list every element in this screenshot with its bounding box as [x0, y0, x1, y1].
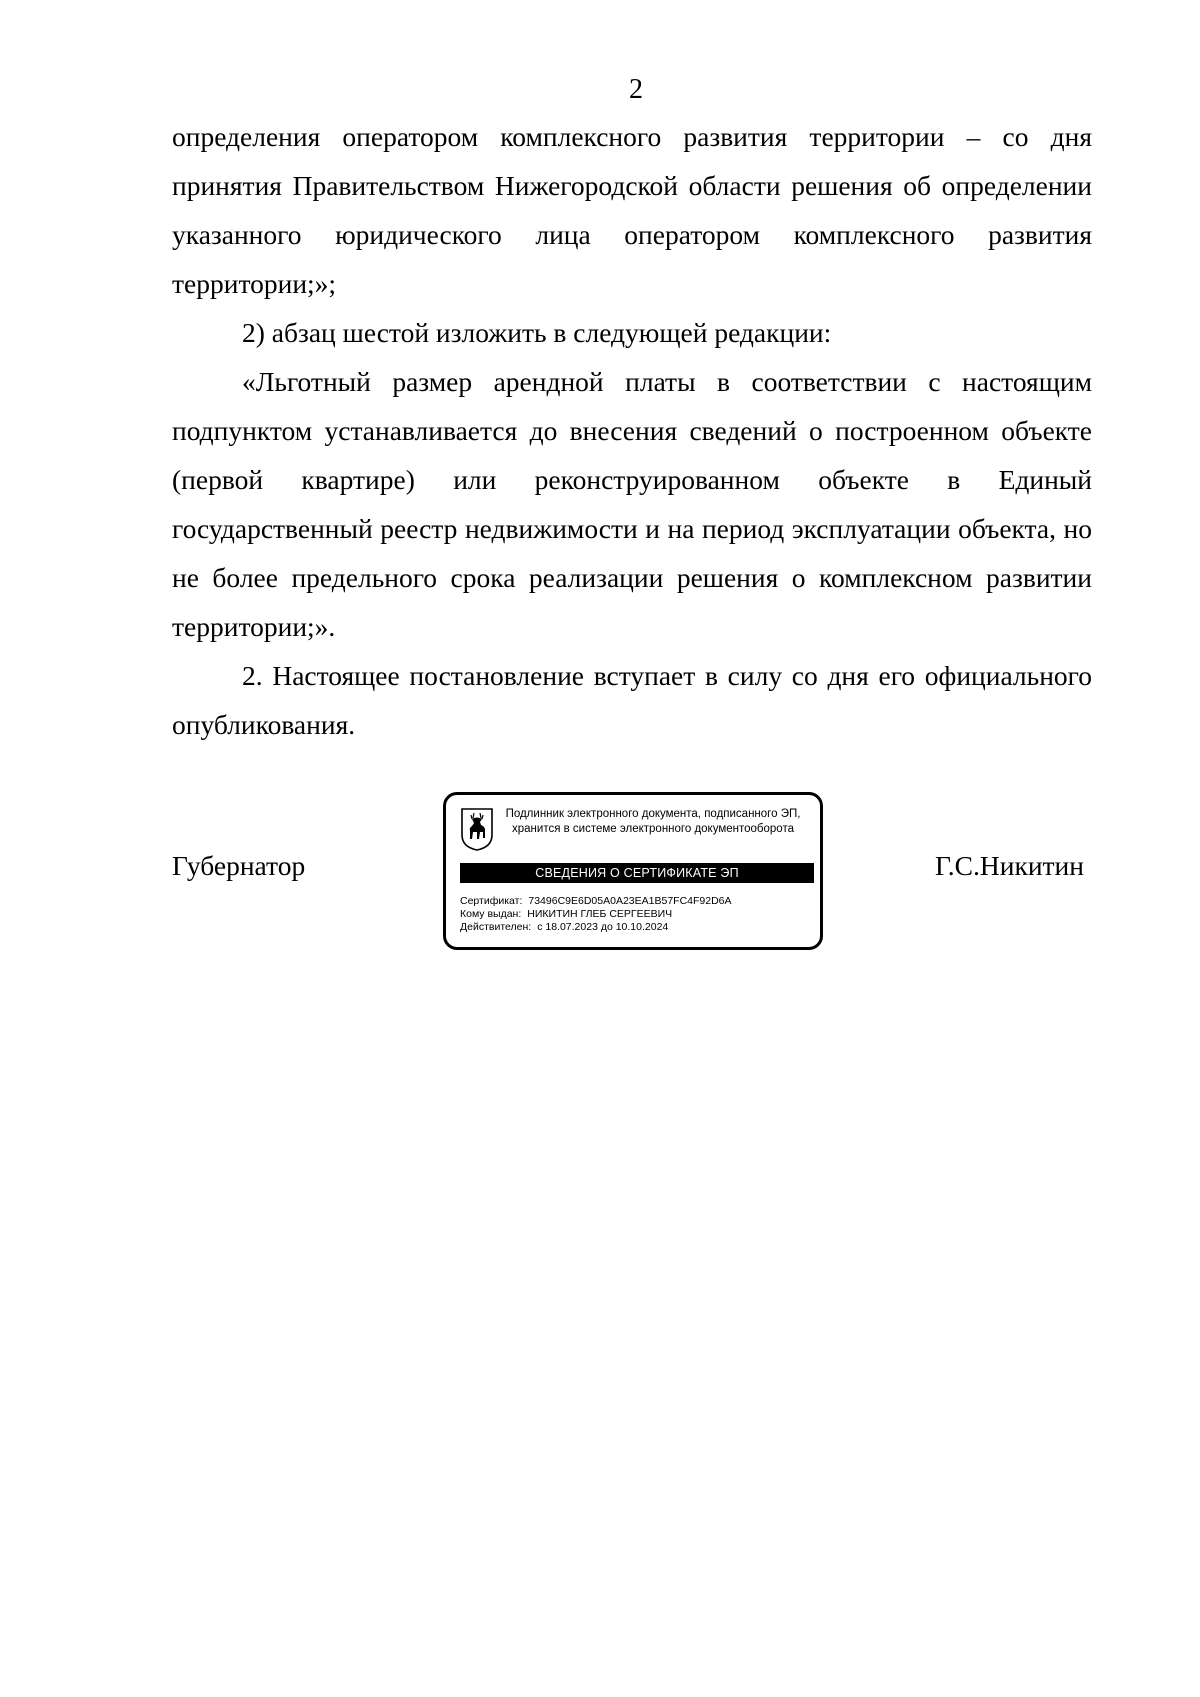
- issued-to-row: [460, 908, 814, 921]
- signature-block: [172, 792, 1092, 962]
- electronic-signature-stamp: [443, 792, 823, 950]
- certificate-row: [460, 895, 814, 908]
- certificate-value: 73496C9E6D05A0A23EA1B57FC4F92D6A: [528, 895, 732, 907]
- deer-emblem-icon: [460, 807, 494, 851]
- paragraph-amendment-item: 2) абзац шестой изложить в следующей редакции:: [242, 317, 832, 348]
- certificate-label: Сертификат:: [460, 895, 523, 907]
- paragraph-effective-date: 2. Настоящее постановление вступает в силу со дня его официального опубликования.: [172, 660, 1092, 740]
- paragraph-quoted-text: «Льготный размер арендной платы в соответствии с настоящим подпунктом устанавливается до внесения сведений о построенном объекте (первой квартире) или реконструированном объекте в Единый государственный реестр недвижимости и на период эксплуатации объекта, но не более предельного срока реализации решения о комплексном развитии территории;».: [172, 366, 1092, 642]
- stamp-header-line: хранится в системе электронного документооборота: [512, 823, 794, 835]
- issued-to-value: НИКИТИН ГЛЕБ СЕРГЕЕВИЧ: [527, 908, 673, 920]
- issued-to-label: Кому выдан:: [460, 908, 522, 920]
- validity-value: с 18.07.2023 до 10.10.2024: [537, 921, 669, 933]
- signer-position: Губернатор: [172, 850, 306, 881]
- stamp-header-line: Подлинник электронного документа, подписанного ЭП,: [505, 808, 801, 820]
- certificate-details: [460, 895, 814, 934]
- signer-name: Г.С.Никитин: [935, 850, 1084, 881]
- stamp-header: [494, 807, 812, 837]
- certificate-info-title: СВЕДЕНИЯ О СЕРТИФИКАТЕ ЭП: [460, 863, 814, 883]
- paragraph-continuation: определения оператором комплексного развития территории – со дня принятия Правительством Нижегородской области решения об определении указанного юридического лица оператором комплексного развития территории;»;: [172, 121, 1092, 299]
- validity-row: [460, 921, 814, 934]
- document-body: [172, 112, 1092, 749]
- validity-label: Действителен:: [460, 921, 532, 933]
- page-number: 2: [629, 74, 643, 105]
